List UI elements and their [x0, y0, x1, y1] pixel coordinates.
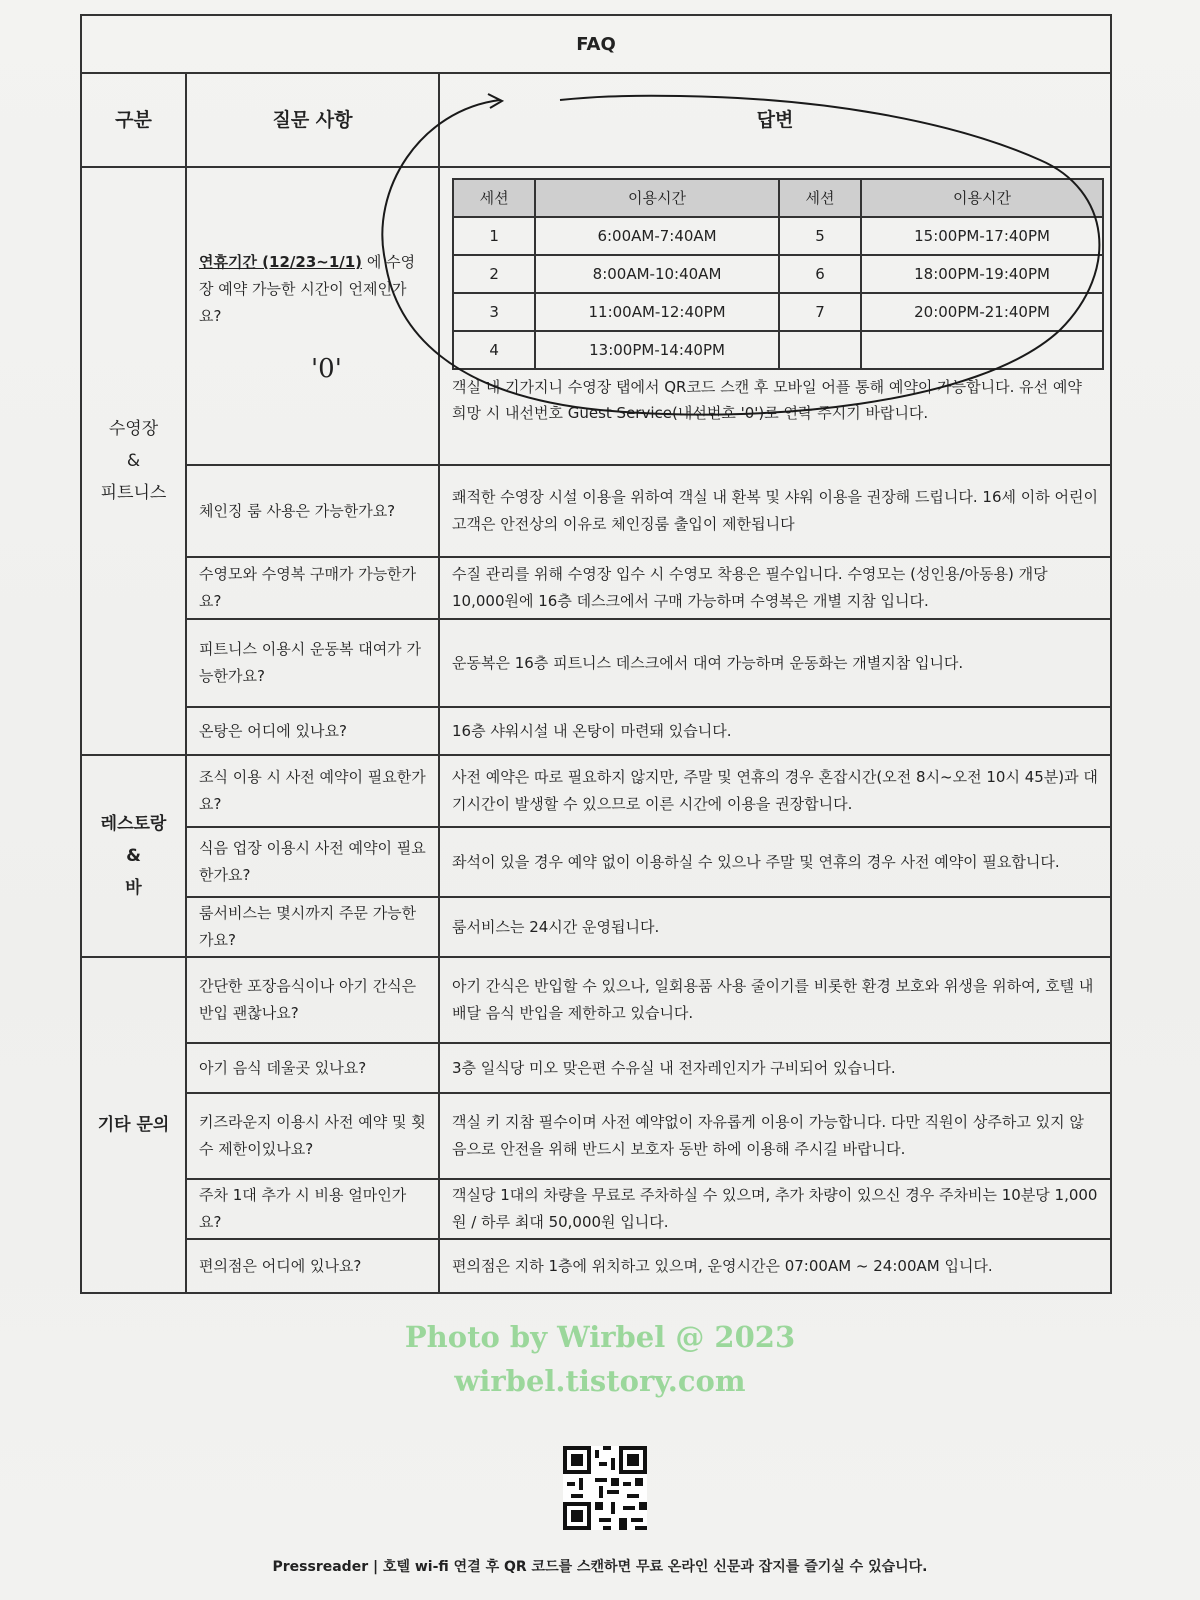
- header-category: 구분: [81, 73, 186, 167]
- answer-cell: 사전 예약은 따로 필요하지 않지만, 주말 및 연휴의 경우 혼잡시간(오전 8시~오전 10시 45분)과 대기시간이 발생할 수 있으므로 이른 시간에 이용을 권장합니다.: [439, 755, 1111, 827]
- answer-cell: 객실당 1대의 차량을 무료로 주차하실 수 있으며, 추가 차량이 있으신 경우 주차비는 10분당 1,000원 / 하루 최대 50,000원 입니다.: [439, 1179, 1111, 1239]
- session-time: [861, 331, 1103, 369]
- session-time: 6:00AM-7:40AM: [535, 217, 779, 255]
- session-time: 13:00PM-14:40PM: [535, 331, 779, 369]
- watermark-line1: Photo by Wirbel @ 2023: [404, 1320, 796, 1354]
- question-cell: 피트니스 이용시 운동복 대여가 가능한가요?: [186, 619, 439, 707]
- answer-cell: 좌석이 있을 경우 예약 없이 이용하실 수 있으나 주말 및 연휴의 경우 사전 예약이 필요합니다.: [439, 827, 1111, 897]
- category-pool: [81, 167, 186, 755]
- question-cell: 수영모와 수영복 구매가 가능한가요?: [186, 557, 439, 619]
- handwritten-note: '0': [311, 354, 342, 384]
- session-number: 1: [453, 217, 535, 255]
- watermark-line2: wirbel.tistory.com: [454, 1364, 746, 1398]
- session-number: 7: [779, 293, 861, 331]
- answer-cell: 운동복은 16층 피트니스 데스크에서 대여 가능하며 운동화는 개별지참 입니다.: [439, 619, 1111, 707]
- answer-cell: 룸서비스는 24시간 운영됩니다.: [439, 897, 1111, 957]
- category-label: 바: [125, 878, 142, 898]
- question-cell: 주차 1대 추가 시 비용 얼마인가요?: [186, 1179, 439, 1239]
- category-label: 기타 문의: [97, 1115, 170, 1135]
- session-number: 4: [453, 331, 535, 369]
- answer-cell: 아기 간식은 반입할 수 있으나, 일회용품 사용 줄이기를 비롯한 환경 보호와 위생을 위하여, 호텔 내 배달 음식 반입을 제한하고 있습니다.: [439, 957, 1111, 1043]
- session-time: 15:00PM-17:40PM: [861, 217, 1103, 255]
- answer-cell: [439, 167, 1111, 465]
- header-question: 질문 사항: [186, 73, 439, 167]
- question-cell: 편의점은 어디에 있나요?: [186, 1239, 439, 1293]
- session-number: [779, 331, 861, 369]
- question-cell: 아기 음식 데울곳 있나요?: [186, 1043, 439, 1093]
- time-header: 이용시간: [535, 179, 779, 217]
- answer-cell: 수질 관리를 위해 수영장 입수 시 수영모 착용은 필수입니다. 수영모는 (성인용/아동용) 개당 10,000원에 16층 데스크에서 구매 가능하며 수영복은 개별 지참 입니다.: [439, 557, 1111, 619]
- question-cell: 룸서비스는 몇시까지 주문 가능한가요?: [186, 897, 439, 957]
- session-time: 8:00AM-10:40AM: [535, 255, 779, 293]
- holiday-period: 연휴기간 (12/23~1/1): [199, 253, 363, 271]
- question-cell: 조식 이용 시 사전 예약이 필요한가요?: [186, 755, 439, 827]
- session-time: 20:00PM-21:40PM: [861, 293, 1103, 331]
- answer-cell: 3층 일식당 미오 맞은편 수유실 내 전자레인지가 구비되어 있습니다.: [439, 1043, 1111, 1093]
- question-cell: 체인징 룸 사용은 가능한가요?: [186, 465, 439, 557]
- session-header: 세션: [453, 179, 535, 217]
- question-cell: 키즈라운지 이용시 사전 예약 및 횟수 제한이있나요?: [186, 1093, 439, 1179]
- question-cell: 간단한 포장음식이나 아기 간식은 반입 괜찮나요?: [186, 957, 439, 1043]
- question-text: 에 수영장 예약 가능한 시간이 언제인가요?: [199, 253, 416, 325]
- category-label: 피트니스: [100, 483, 167, 503]
- time-header: 이용시간: [861, 179, 1103, 217]
- answer-cell: 쾌적한 수영장 시설 이용을 위하여 객실 내 환복 및 샤워 이용을 권장해 드립니다. 16세 이하 어린이 고객은 안전상의 이유로 체인징룸 출입이 제한됩니다: [439, 465, 1111, 557]
- question-cell: 온탕은 어디에 있나요?: [186, 707, 439, 755]
- session-number: 5: [779, 217, 861, 255]
- reservation-note: 객실 내 기가지니 수영장 탭에서 QR코드 스캔 후 모바일 어플 통해 예약이 가능합니다. 유선 예약 희망 시 내선번호 Guest Service(내선번호 '0')로 연락 주시기 바랍니다.: [452, 378, 1082, 422]
- session-number: 3: [453, 293, 535, 331]
- session-number: 2: [453, 255, 535, 293]
- question-cell: [186, 167, 439, 465]
- category-label: &: [126, 846, 141, 866]
- answer-cell: 객실 키 지참 필수이며 사전 예약없이 자유롭게 이용이 가능합니다. 다만 직원이 상주하고 있지 않음으로 안전을 위해 반드시 보호자 동반 하에 이용해 주시길 바랍니다.: [439, 1093, 1111, 1179]
- header-answer: 답변: [439, 73, 1111, 167]
- question-cell: 식음 업장 이용시 사전 예약이 필요한가요?: [186, 827, 439, 897]
- answer-cell: 편의점은 지하 1층에 위치하고 있으며, 운영시간은 07:00AM ~ 24:00AM 입니다.: [439, 1239, 1111, 1293]
- session-number: 6: [779, 255, 861, 293]
- faq-title: FAQ: [81, 15, 1111, 73]
- session-table: [452, 178, 1104, 370]
- category-label: &: [126, 451, 141, 471]
- category-label: 수영장: [108, 419, 159, 439]
- session-time: 11:00AM-12:40PM: [535, 293, 779, 331]
- session-header: 세션: [779, 179, 861, 217]
- category-restaurant: [81, 755, 186, 957]
- footer-note: Pressreader | 호텔 wi-fi 연결 후 QR 코드를 스캔하면 무료 온라인 신문과 잡지를 즐기실 수 있습니다.: [272, 1559, 928, 1575]
- answer-cell: 16층 샤워시설 내 온탕이 마련돼 있습니다.: [439, 707, 1111, 755]
- category-label: 레스토랑: [100, 814, 167, 834]
- category-other: [81, 957, 186, 1293]
- qr-code: [563, 1446, 647, 1530]
- faq-table: [80, 14, 1112, 1294]
- session-time: 18:00PM-19:40PM: [861, 255, 1103, 293]
